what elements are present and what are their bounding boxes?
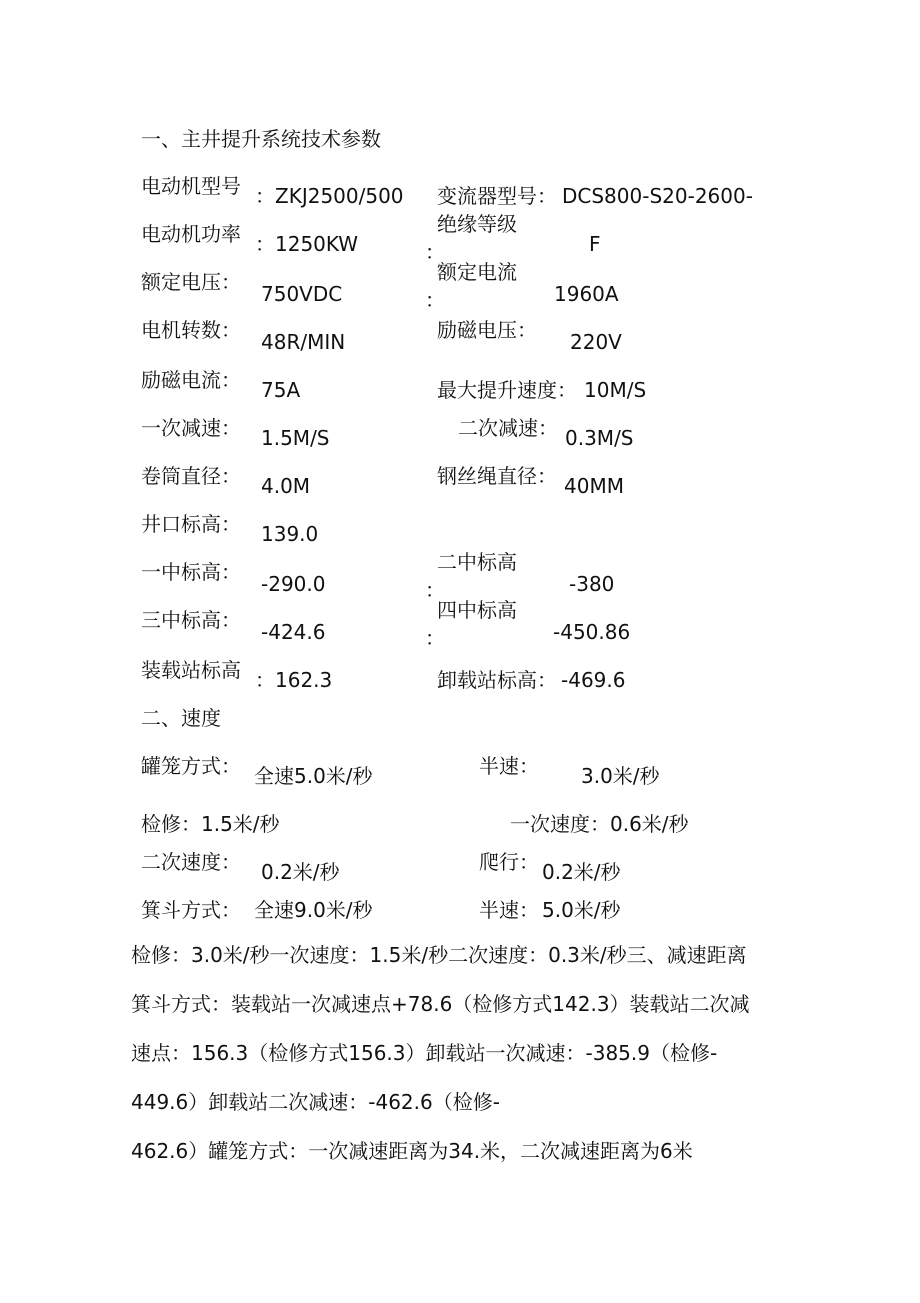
excitation-current-label: 励磁电流：	[141, 368, 241, 392]
rated-current-colon: ：	[425, 288, 445, 312]
wellhead-elevation-value: 139.0	[261, 522, 319, 546]
motor-power-value: ：1250KW	[255, 232, 359, 256]
excitation-current-value: 75A	[261, 378, 301, 402]
level4-elevation-label: 四中标高	[437, 598, 517, 622]
max-speed-label: 最大提升速度：	[437, 378, 577, 402]
cage-mode-label: 罐笼方式：	[141, 754, 241, 778]
paragraph-line-2: 箕斗方式：装载站一次减速点+78.6（检修方式142.3）装载站二次减	[131, 992, 750, 1016]
unloading-elevation-label: 卸载站标高：	[437, 668, 557, 692]
paragraph-line-3: 速点：156.3（检修方式156.3）卸载站一次减速：-385.9（检修-	[131, 1041, 718, 1065]
converter-model-value: DCS800-S20-2600-	[562, 184, 753, 208]
level2-elevation-value: -380	[569, 572, 615, 596]
motor-model-label: 电动机型号	[141, 174, 241, 198]
second-decel-label: 二次减速：	[458, 416, 558, 440]
level2-elevation-colon: ：	[425, 578, 445, 602]
rope-diameter-label: 钢丝绳直径：	[437, 464, 557, 488]
motor-model-value: ：ZKJ2500/500	[255, 184, 404, 208]
motor-power-label: 电动机功率	[141, 222, 241, 246]
level1-elevation-label: 一中标高：	[141, 560, 241, 584]
drum-diameter-label: 卷筒直径：	[141, 464, 241, 488]
motor-speed-value: 48R/MIN	[261, 330, 346, 354]
cage-half-value: 3.0米/秒	[581, 764, 660, 788]
excitation-voltage-label: 励磁电压：	[437, 318, 537, 342]
level3-elevation-value: -424.6	[261, 620, 326, 644]
paragraph-line-4: 449.6）卸载站二次减速：-462.6（检修-	[131, 1090, 500, 1114]
loading-elevation-value: ：162.3	[255, 668, 333, 692]
wellhead-elevation-label: 井口标高：	[141, 512, 241, 536]
skip-mode-value: 全速9.0米/秒	[254, 898, 373, 922]
cage-mode-value: 全速5.0米/秒	[254, 764, 373, 788]
rope-diameter-value: 40MM	[564, 474, 624, 498]
section1-heading: 一、主井提升系统技术参数	[141, 127, 381, 151]
skip-mode-label: 箕斗方式：	[141, 898, 241, 922]
level1-elevation-value: -290.0	[261, 572, 326, 596]
level2-elevation-label: 二中标高	[437, 550, 517, 574]
cage-second-value: 0.2米/秒	[261, 860, 340, 884]
cage-first-speed-text: 一次速度：0.6米/秒	[510, 812, 689, 836]
skip-half-value: 5.0米/秒	[542, 898, 621, 922]
rated-current-value: 1960A	[554, 282, 619, 306]
level4-elevation-value: -450.86	[553, 620, 631, 644]
motor-speed-label: 电机转数：	[141, 318, 241, 342]
excitation-voltage-value: 220V	[570, 330, 622, 354]
cage-second-label: 二次速度：	[141, 850, 241, 874]
insulation-grade-label: 绝缘等级	[437, 212, 517, 236]
paragraph-line-5: 462.6）罐笼方式：一次减速距离为34.米，二次减速距离为6米	[131, 1139, 693, 1163]
cage-crawl-value: 0.2米/秒	[542, 860, 621, 884]
drum-diameter-value: 4.0M	[261, 474, 311, 498]
cage-maint-text: 检修：1.5米/秒	[141, 812, 280, 836]
cage-crawl-label: 爬行：	[479, 850, 539, 874]
loading-elevation-label: 装载站标高	[141, 658, 241, 682]
cage-half-label: 半速：	[479, 754, 539, 778]
second-decel-value: 0.3M/S	[565, 426, 634, 450]
first-decel-value: 1.5M/S	[261, 426, 330, 450]
rated-voltage-value: 750VDC	[261, 282, 343, 306]
paragraph-line-1: 检修：3.0米/秒一次速度：1.5米/秒二次速度：0.3米/秒三、减速距离	[131, 943, 747, 967]
insulation-grade-value: F	[589, 232, 601, 256]
max-speed-value: 10M/S	[584, 378, 647, 402]
rated-current-label: 额定电流	[437, 260, 517, 284]
first-decel-label: 一次减速：	[141, 416, 241, 440]
rated-voltage-label: 额定电压：	[141, 270, 241, 294]
insulation-grade-colon: ：	[425, 240, 445, 264]
unloading-elevation-value: -469.6	[561, 668, 626, 692]
section2-heading: 二、速度	[141, 706, 221, 730]
skip-half-label: 半速：	[479, 898, 539, 922]
level3-elevation-label: 三中标高：	[141, 608, 241, 632]
level4-elevation-colon: ：	[425, 626, 445, 650]
converter-model-label: 变流器型号：	[437, 184, 557, 208]
